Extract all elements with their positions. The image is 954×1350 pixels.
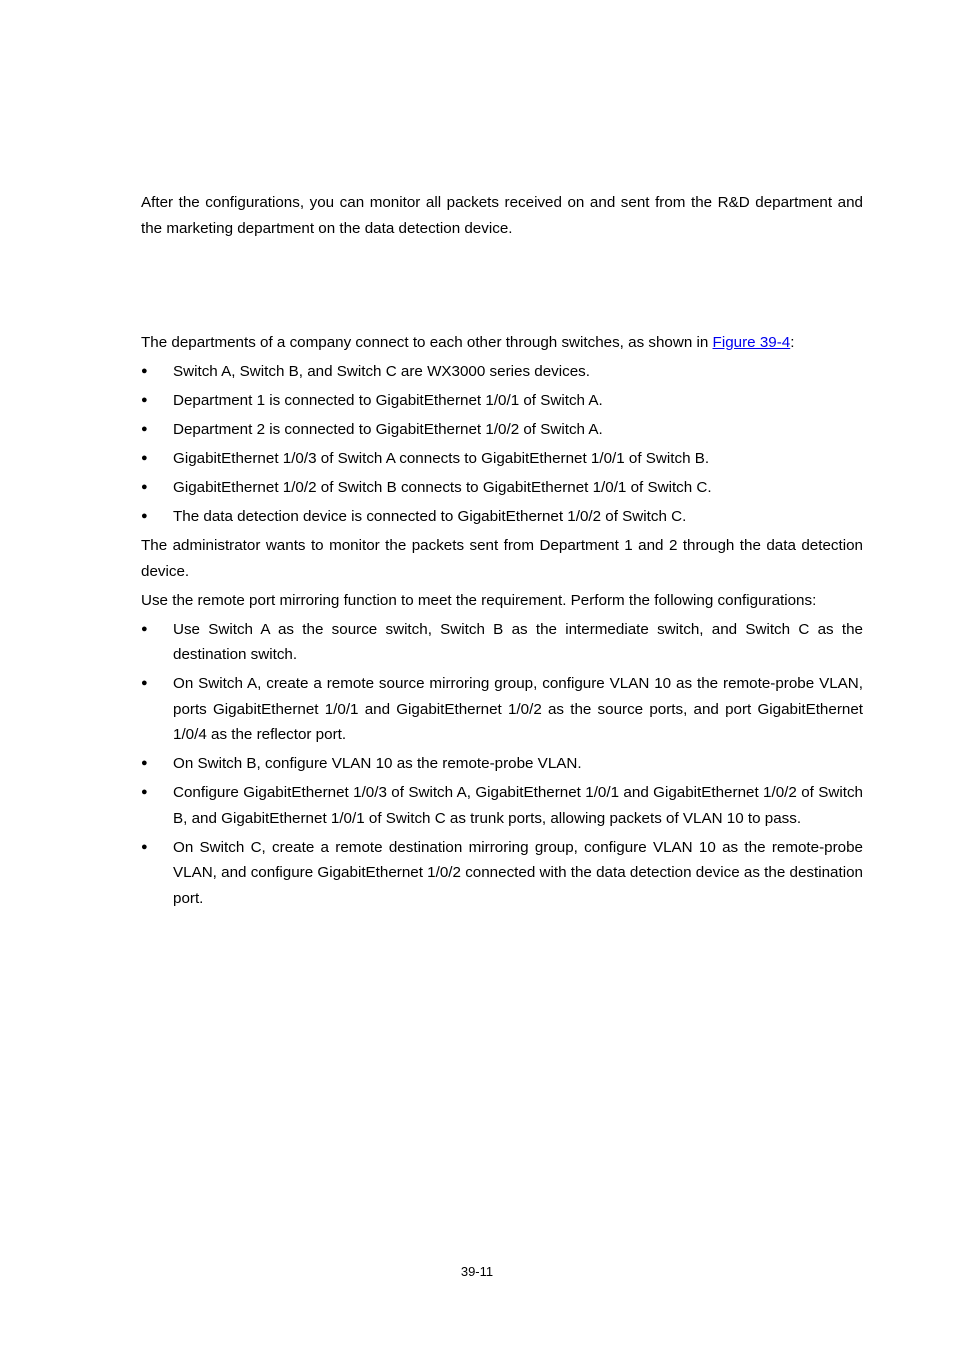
network-intro-text: The departments of a company connect to each other through switches, as shown in (141, 334, 713, 351)
list-item-text: Department 2 is connected to GigabitEthernet 1/0/2 of Switch A. (173, 421, 603, 438)
list-item (141, 504, 863, 530)
list-item-text: GigabitEthernet 1/0/2 of Switch B connects to GigabitEthernet 1/0/1 of Switch C. (173, 479, 712, 496)
requirement-paragraph: The administrator wants to monitor the packets sent from Department 1 and 2 through the data detection device. (141, 537, 863, 580)
bullet-icon: ● (141, 394, 148, 406)
network-intro-paragraph (141, 330, 863, 356)
bullet-icon: ● (141, 786, 148, 798)
network-bullet-list (141, 359, 863, 530)
bullet-icon: ● (141, 510, 148, 522)
page-number: 39-11 (460, 1264, 494, 1279)
list-item (141, 359, 863, 385)
bullet-icon: ● (141, 481, 148, 493)
list-item (141, 388, 863, 414)
bullet-icon: ● (141, 840, 148, 853)
bullet-icon: ● (141, 677, 148, 689)
bullet-icon: ● (141, 757, 148, 769)
list-item-text: On Switch A, create a remote source mirroring group, configure VLAN 10 as the remote-probe VLAN, ports GigabitEthernet 1/0/1 and GigabitEthernet 1/0/2 as the source ports, and port GigabitEthernet 1/0/4 as the reflector port. (173, 675, 863, 743)
list-item-text: The data detection device is connected to GigabitEthernet 1/0/2 of Switch C. (173, 508, 687, 525)
list-item (141, 780, 863, 831)
list-item-text: Configure GigabitEthernet 1/0/3 of Switch A, GigabitEthernet 1/0/1 and GigabitEthernet 1/0/2 of Switch B, and GigabitEthernet 1/0/1 of Switch C as trunk ports, allowing packets of VLAN 10 to pass. (173, 784, 863, 827)
list-item-text: On Switch B, configure VLAN 10 as the remote-probe VLAN. (173, 755, 582, 772)
approach-paragraph: Use the remote port mirroring function to meet the requirement. Perform the following configurations: (141, 591, 817, 609)
network-intro-suffix: : (790, 334, 795, 351)
bullet-icon: ● (141, 452, 148, 464)
list-item-text: GigabitEthernet 1/0/3 of Switch A connects to GigabitEthernet 1/0/1 of Switch B. (173, 450, 710, 467)
bullet-icon: ● (141, 622, 148, 635)
list-item (141, 475, 863, 501)
intro-paragraph: After the configurations, you can monitor all packets received on and sent from the R&D department and the marketing department on the data detection device. (141, 194, 863, 237)
list-item (141, 671, 863, 748)
list-item (141, 446, 863, 472)
list-item (141, 835, 863, 912)
list-item-text: Department 1 is connected to GigabitEthernet 1/0/1 of Switch A. (173, 392, 603, 409)
bullet-icon: ● (141, 423, 148, 435)
figure-link[interactable]: Figure 39-4 (712, 334, 791, 351)
list-item-text: On Switch C, create a remote destination mirroring group, configure VLAN 10 as the remote-probe VLAN, and configure GigabitEthernet 1/0/2 connected with the data detection device as the destination port. (173, 838, 863, 907)
list-item (141, 751, 863, 777)
list-item (141, 617, 863, 668)
intro-section (141, 190, 863, 241)
list-item (141, 417, 863, 443)
list-item-text: Switch A, Switch B, and Switch C are WX3000 series devices. (173, 363, 590, 380)
bullet-icon: ● (141, 365, 148, 377)
network-section (141, 330, 863, 915)
config-bullet-list (141, 617, 863, 912)
list-item-text: Use Switch A as the source switch, Switch B as the intermediate switch, and Switch C as the destination switch. (173, 620, 863, 663)
